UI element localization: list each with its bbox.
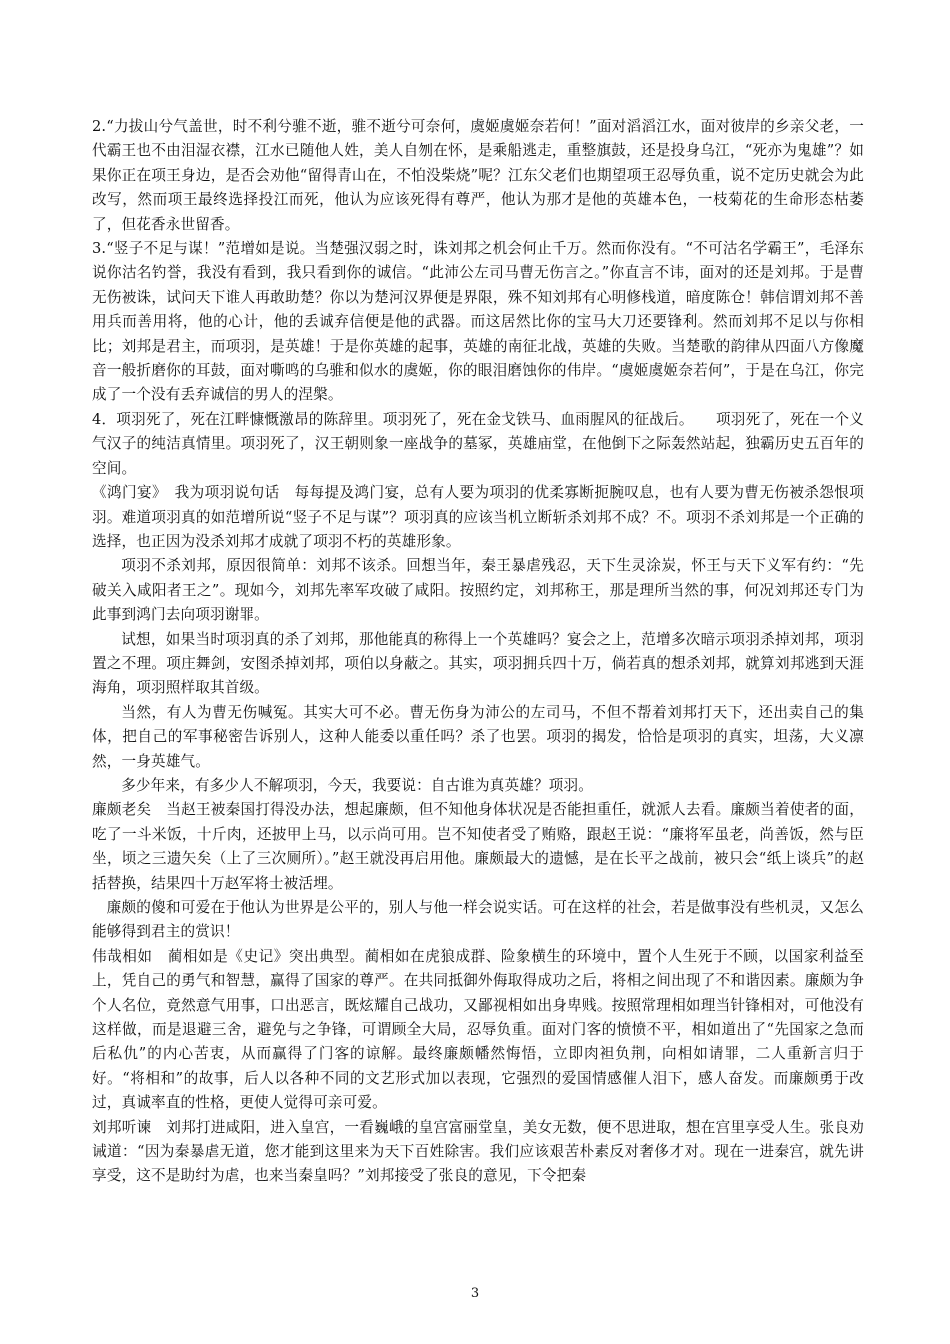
- document-body: [92, 115, 864, 1189]
- paragraph-hongmenyan-suppose: 试想，如果当时项羽真的杀了刘邦，那他能真的称得上一个英雄吗？宴会之上，范增多次暗示项羽杀掉刘邦，项羽置之不理。项庄舞剑，安图杀掉刘邦，项伯以身蔽之。其实，项羽拥兵四十万，倘若真的想杀刘邦，就算刘邦逃到天涯海角，项羽照样取其首级。: [92, 630, 864, 697]
- paragraph-hongmenyan-caowushang: 当然，有人为曹无伤喊冤。其实大可不必。曹无伤身为沛公的左司马，不但不帮着刘邦打天下，还出卖自己的集体，把自己的军事秘密告诉别人，这种人能委以重任吗？杀了也罢。项羽的揭发，恰恰是项羽的真实，坦荡，大义凛然，一身英雄气。: [92, 703, 864, 770]
- paragraph-hongmenyan: 《鸿门宴》 我为项羽说句话 每每提及鸿门宴，总有人要为项羽的优柔寡断扼腕叹息，也有人要为曹无伤被杀怨恨项羽。难道项羽真的如范增所说“竖子不足与谋”？项羽真的应该当机立断斩杀刘邦不成？不。项羽不杀刘邦是一个正确的选择，也正因为没杀刘邦才成就了项羽不朽的英雄形象。: [92, 484, 864, 550]
- paragraph-lianpo: 廉颇老矣 当赵王被秦国打得没办法，想起廉颇，但不知他身体状况是否能担重任，就派人去看。廉颇当着使者的面，吃了一斗米饭，十斤肉，还披甲上马，以示尚可用。岂不知使者受了贿赂，跟赵王说：“廉将军虽老，尚善饭，然与臣坐，顷之三遗矢矣（上了三次厕所）。”赵王就没再启用他。廉颇最大的遗憾，是在长平之战前，被只会“纸上谈兵”的赵括替换，结果四十万赵军将士被活埋。: [92, 801, 864, 892]
- paragraph-3: 3.“竖子不足与谋！”范增如是说。当楚强汉弱之时，诛刘邦之机会何止千万。然而你没有。“不可沽名学霸王”，毛泽东说你沽名钓誉，我没有看到，我只看到你的诚信。“此沛公左司马曹无伤言之。”你直言不讳，面对的还是刘邦。于是曹无伤被诛，试问天下谁人再敢助楚？你以为楚河汉界便是界限，殊不知刘邦有心明修栈道，暗度陈仓！韩信谓刘邦不善用兵而善用将，他的心计，他的丢诚弃信便是他的武器。而这居然比你的宝马大刀还要锋利。然而刘邦不足以与你相比；刘邦是君主，而项羽，是英雄！于是你英雄的起事，英雄的南征北战，英雄的失败。当楚歌的韵律从四面八方像魔音一般折磨你的耳鼓，面对嘶鸣的乌骓和似水的虞姬，你的眼泪磨蚀你的伟岸。“虞姬虞姬奈若何”，于是在乌江，你完成了一个没有丢弃诚信的男人的涅槃。: [92, 240, 864, 404]
- paragraph-4: 4．项羽死了，死在江畔慷慨激昂的陈辞里。项羽死了，死在金戈铁马、血雨腥风的征战后。 项羽死了，死在一个义气汉子的纯洁真情里。项羽死了，汉王朝则象一座战争的墓冢，英雄庙堂，在他倒下之际轰然站起，独霸历史五百年的空间。: [92, 410, 864, 477]
- paragraph-lianpo-comment: 廉颇的傻和可爱在于他认为世界是公平的，别人与他一样会说实话。可在这样的社会，若是做事没有些机灵，又怎么能够得到君主的赏识！: [92, 899, 864, 941]
- paragraph-liubang: 刘邦听谏 刘邦打进咸阳，进入皇宫，一看巍峨的皇宫富丽堂皇，美女无数，便不思进取，想在宫里享受人生。张良劝诫道：“因为秦暴虐无道，您才能到这里来为天下百姓除害。我们应该艰苦朴素反对奢侈才对。现在一进秦宫，就先讲享受，这不是助纣为虐，也来当秦皇吗？”刘邦接受了张良的意见，下令把秦: [92, 1118, 864, 1185]
- paragraph-hongmenyan-conclusion: 多少年来，有多少人不解项羽，今天，我要说：自古谁为真英雄？项羽。: [121, 776, 593, 794]
- paragraph-2: 2.“力拔山兮气盖世，时不利兮骓不逝，骓不逝兮可奈何，虞姬虞姬奈若何！”面对滔滔江水，面对彼岸的乡亲父老，一代霸王也不由泪湿衣襟，江水已随他人姓，美人自刎在怀，是乘船逃走，重整旗鼓，还是投身乌江，“死亦为鬼雄”？如果你正在项王身边，是否会劝他“留得青山在，不怕没柴烧”呢？江东父老们也期望项王忍辱负重，说不定历史就会为此改写，然而项王最终选择投江而死，他认为应该死得有尊严，他认为那才是他的英雄本色，一枝菊花的生命形态枯萎了，但花香永世留香。: [92, 118, 864, 233]
- paragraph-hongmenyan-reason: 项羽不杀刘邦，原因很简单：刘邦不该杀。回想当年，秦王暴虐残忍，天下生灵涂炭，怀王与天下义军有约：“先破关入咸阳者王之”。现如今，刘邦先率军攻破了咸阳。按照约定，刘邦称王，那是理所当然的事，何况刘邦还专门为此事到鸿门去向项羽谢罪。: [92, 557, 864, 624]
- page-number: 3: [470, 1286, 480, 1301]
- paragraph-xiangru: 伟哉相如 蔺相如是《史记》突出典型。蔺相如在虎狼成群、险象横生的环境中，置个人生死于不顾，以国家利益至上，凭自己的勇气和智慧，赢得了国家的尊严。在共同抵御外侮取得成功之后，将相之间出现了不和谐因素。廉颇为争个人名位，竟然意气用事，口出恶言，既炫耀自己战功，又鄙视相如出身卑贱。按照常理相如理当针锋相对，可他没有这样做，而是退避三舍，避免与之争锋，可谓顾全大局，忍辱负重。面对门客的愤愤不平，相如道出了“先国家之急而后私仇”的内心苦衷，从而赢得了门客的谅解。最终廉颇幡然悔悟，立即肉袒负荆，向相如请罪，二人重新言归于好。“将相和”的故事，后人以各种不同的文艺形式加以表现，它强烈的爱国情感催人泪下，感人奋发。而廉颇勇于改过，真诚率直的性格，更使人觉得可亲可爱。: [92, 947, 864, 1112]
